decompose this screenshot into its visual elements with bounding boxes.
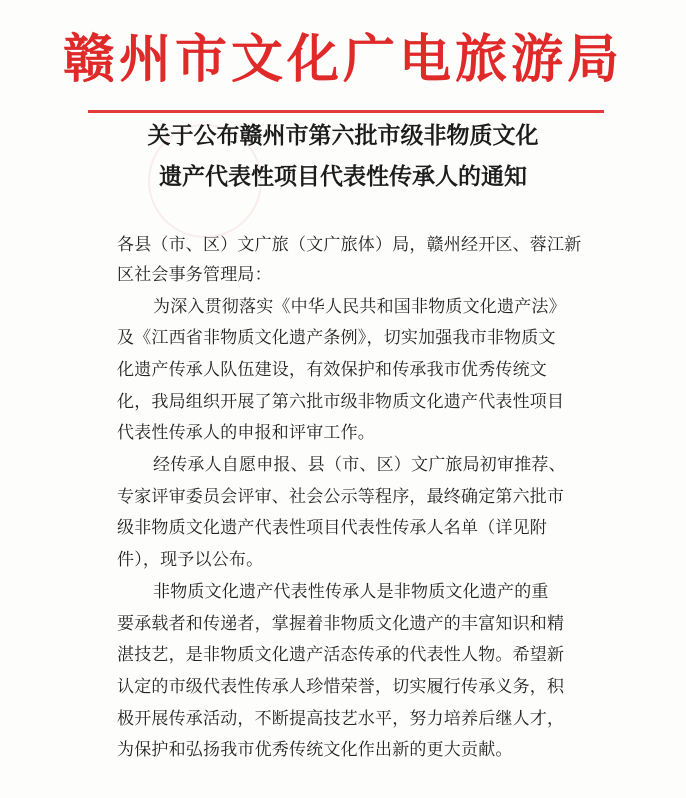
paragraph-3-line-2: 要承载者和传递者，掌握着非物质文化遗产的丰富知识和精 bbox=[117, 614, 565, 634]
paragraph-3-line-3: 湛技艺，是非物质文化遗产活态传承的代表性人物。希望新 bbox=[117, 645, 565, 665]
paragraph-1-line-3: 化遗产传承人队伍建设，有效保护和传承我市优秀传统文 bbox=[117, 360, 547, 380]
paragraph-1-line-2: 及《江西省非物质文化遗产条例》，切实加强我市非物质文 bbox=[117, 328, 556, 348]
notice-title-line-2: 遗产代表性项目代表性传承人的通知 bbox=[159, 163, 527, 190]
paragraph-2-line-1: 经传承人自愿申报、县（市、区）文广旅局初审推荐、 bbox=[153, 455, 566, 475]
addressee-line-2: 区社会事务管理局： bbox=[117, 265, 272, 285]
notice-title-line-1: 关于公布赣州市第六批市级非物质文化 bbox=[147, 122, 539, 149]
paragraph-3-line-6: 为保护和弘扬我市优秀传统文化作出新的更大贡献。 bbox=[117, 740, 513, 760]
paragraph-1-line-4: 化，我局组织开展了第六批市级非物质文化遗产代表性项目 bbox=[117, 392, 565, 412]
paragraph-3-line-4: 认定的市级代表性传承人珍惜荣誉，切实履行传承义务，积 bbox=[117, 677, 565, 697]
agency-masthead: 赣州市文化广电旅游局 bbox=[62, 29, 623, 90]
paragraph-3-line-5: 极开展传承活动，不断提高技艺水平，努力培养后继人才， bbox=[117, 709, 565, 729]
masthead-red-rule bbox=[88, 110, 604, 113]
paragraph-2-line-2: 专家评审委员会评审、社会公示等程序，最终确定第六批市 bbox=[117, 487, 565, 507]
paragraph-2-line-4: 件），现予以公布。 bbox=[117, 550, 264, 570]
paragraph-1-line-1: 为深入贯彻落实《中华人民共和国非物质文化遗产法》 bbox=[153, 297, 566, 317]
paragraph-1-line-5: 代表性传承人的申报和评审工作。 bbox=[117, 423, 375, 443]
paragraph-3-line-1: 非物质文化遗产代表性传承人是非物质文化遗产的重 bbox=[153, 582, 549, 602]
addressee-line-1: 各县（市、区）文广旅（文广旅体）局，赣州经开区、蓉江新 bbox=[117, 235, 582, 255]
paragraph-2-line-3: 级非物质文化遗产代表性项目代表性传承人名单（详见附 bbox=[117, 518, 547, 538]
